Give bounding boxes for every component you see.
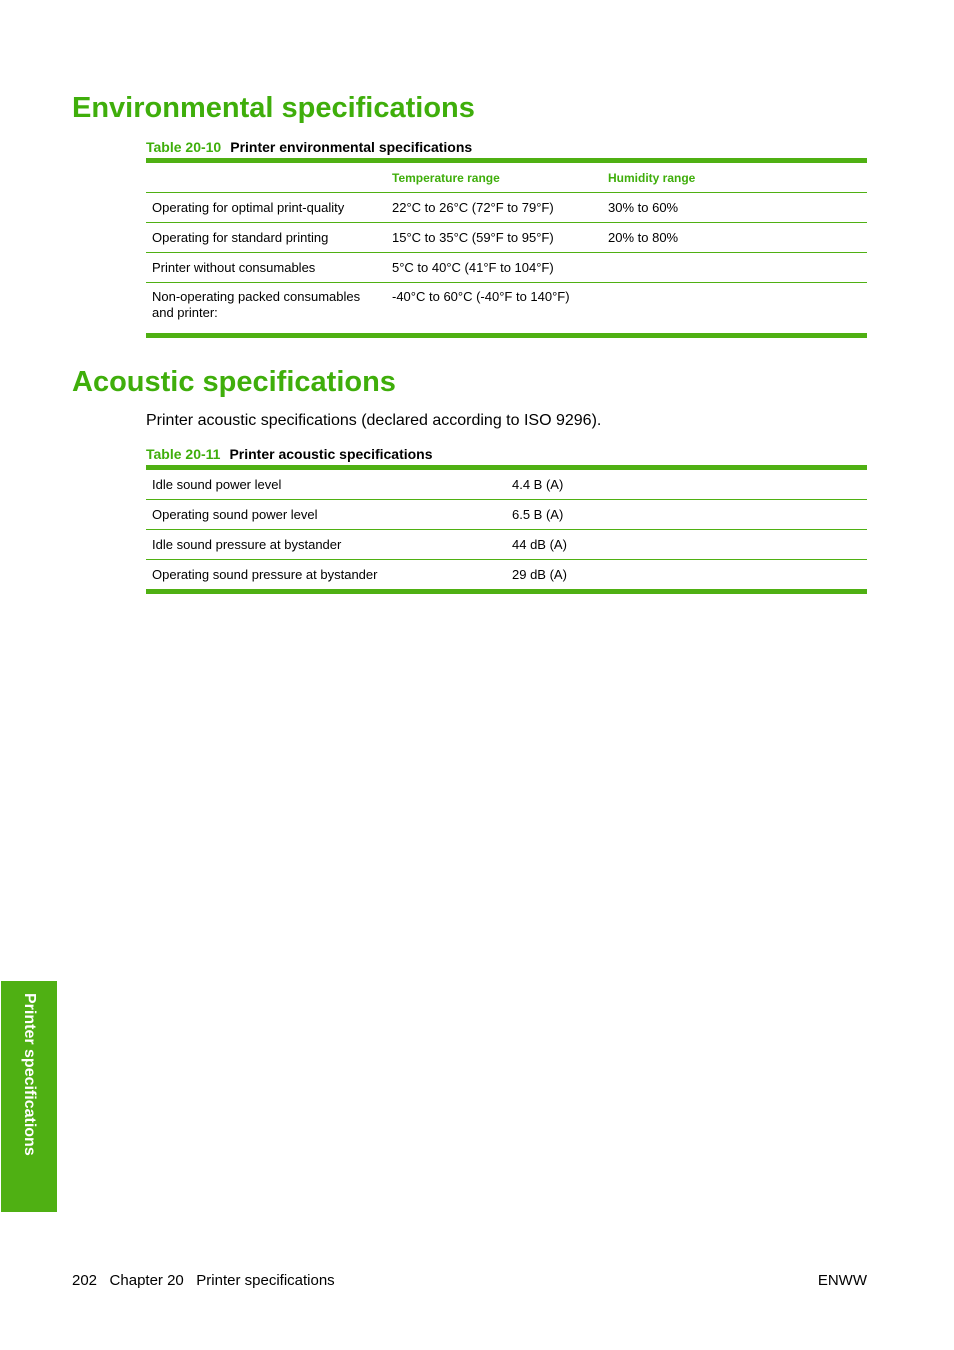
- env-table-caption: [146, 139, 472, 155]
- header-cell-humidity: Humidity range: [608, 170, 696, 185]
- env-table-number: Table 20-10: [146, 139, 222, 155]
- table-header-row: [146, 161, 867, 193]
- acoustic-table-title: Printer acoustic specifications: [229, 446, 433, 462]
- footer-edition: ENWW: [817, 1272, 867, 1289]
- table-row: [146, 223, 867, 253]
- table-row: [146, 283, 867, 336]
- table-cell: Operating sound pressure at bystander: [152, 567, 378, 582]
- acoustic-intro: Printer acoustic specifications (declared according to ISO 9296).: [146, 412, 602, 429]
- chapter-side-tab: [1, 981, 57, 1212]
- table-cell: Idle sound power level: [152, 477, 282, 492]
- page-number: 202: [72, 1272, 98, 1289]
- table-row: [146, 253, 867, 283]
- table-cell: 20% to 80%: [608, 230, 679, 245]
- table-cell: 30% to 60%: [608, 200, 679, 215]
- table-cell: Operating for standard printing: [152, 230, 329, 245]
- table-row: [146, 500, 867, 530]
- table-cell: 29 dB (A): [512, 567, 567, 582]
- header-cell-blank: [146, 161, 386, 193]
- table-row: [146, 560, 867, 592]
- acoustic-table-number: Table 20-11: [146, 446, 221, 462]
- table-cell: 44 dB (A): [512, 537, 567, 552]
- table-cell: -40°C to 60°C (-40°F to 140°F): [392, 289, 570, 304]
- table-cell: Printer without consumables: [152, 260, 316, 275]
- table-cell: Idle sound pressure at bystander: [152, 537, 342, 552]
- table-cell: Operating sound power level: [152, 507, 318, 522]
- table-cell: 22°C to 26°C (72°F to 79°F): [392, 200, 554, 215]
- table-cell: 4.4 B (A): [512, 477, 564, 492]
- table-row: [146, 193, 867, 223]
- table-row: [146, 530, 867, 560]
- table-cell: 6.5 B (A): [512, 507, 564, 522]
- environmental-heading: Environmental specifications: [72, 92, 475, 124]
- table-cell: [602, 283, 867, 336]
- chapter-label: Chapter 20: [109, 1272, 184, 1289]
- table-cell: 5°C to 40°C (41°F to 104°F): [392, 260, 554, 275]
- chapter-title: Printer specifications: [196, 1272, 335, 1289]
- acoustic-heading: Acoustic specifications: [72, 366, 396, 398]
- acoustic-table-caption: [146, 446, 433, 462]
- table-cell: [602, 253, 867, 283]
- table-cell: Non-operating packed consumables and printer:: [152, 289, 361, 320]
- table-row: [146, 468, 867, 500]
- environmental-table: [146, 158, 867, 338]
- header-cell-temperature: Temperature range: [392, 170, 500, 185]
- side-tab-label: Printer specifications: [21, 993, 38, 1156]
- acoustic-table: [146, 465, 867, 594]
- table-cell: Operating for optimal print-quality: [152, 200, 345, 215]
- env-table-title: Printer environmental specifications: [230, 139, 473, 155]
- footer-left: [72, 1272, 335, 1289]
- table-cell: 15°C to 35°C (59°F to 95°F): [392, 230, 554, 245]
